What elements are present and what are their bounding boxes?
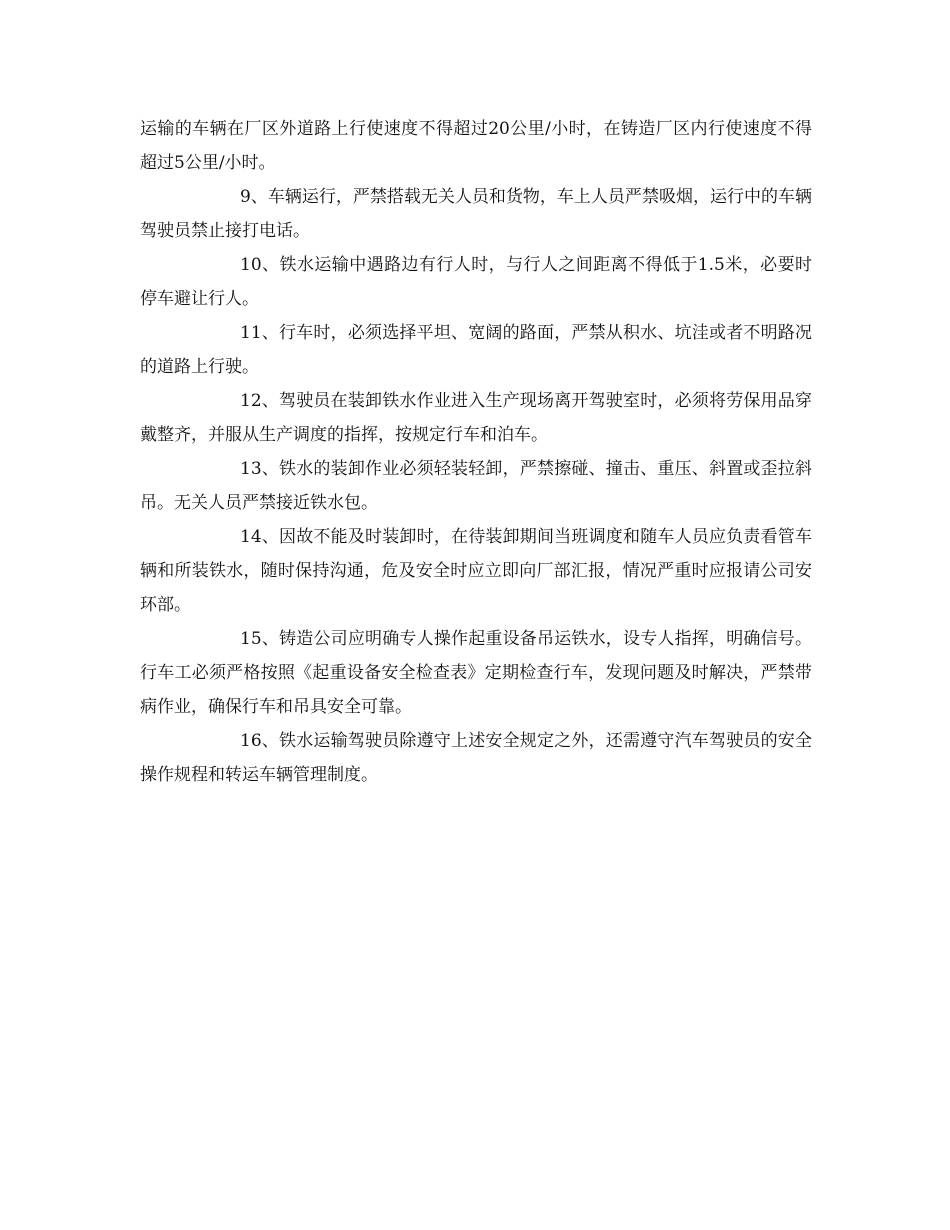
paragraph-rule-12: 12、驾驶员在装卸铁水作业进入生产现场离开驾驶室时，必须将劳保用品穿戴整齐，并服从生产调度的指挥，按规定行车和泊车。 — [140, 391, 812, 445]
document-body — [140, 112, 812, 792]
paragraph-rule-13: 13、铁水的装卸作业必须轻装轻卸，严禁擦碰、撞击、重压、斜置或歪拉斜吊。无关人员严禁接近铁水包。 — [140, 459, 812, 513]
paragraph-rule-11: 11、行车时，必须选择平坦、宽阔的路面，严禁从积水、坑洼或者不明路况的道路上行驶。 — [140, 323, 812, 377]
paragraph-rule-16: 16、铁水运输驾驶员除遵守上述安全规定之外，还需遵守汽车驾驶员的安全操作规程和转运车辆管理制度。 — [140, 731, 812, 785]
paragraph-rule-10: 10、铁水运输中遇路边有行人时，与行人之间距离不得低于1.5米，必要时停车避让行人。 — [140, 255, 812, 309]
paragraph-rule-15: 15、铸造公司应明确专人操作起重设备吊运铁水，设专人指挥，明确信号。行车工必须严格按照《起重设备安全检查表》定期检查行车，发现问题及时解决，严禁带病作业，确保行车和吊具安全可靠。 — [140, 629, 812, 717]
paragraph-rule-14: 14、因故不能及时装卸时，在待装卸期间当班调度和随车人员应负责看管车辆和所装铁水，随时保持沟通，危及安全时应立即向厂部汇报，情况严重时应报请公司安环部。 — [140, 527, 812, 615]
paragraph-rule-9: 9、车辆运行，严禁搭载无关人员和货物，车上人员严禁吸烟，运行中的车辆驾驶员禁止接打电话。 — [140, 187, 812, 241]
paragraph-continuation: 运输的车辆在厂区外道路上行使速度不得超过20公里/小时，在铸造厂区内行使速度不得超过5公里/小时。 — [140, 119, 812, 173]
